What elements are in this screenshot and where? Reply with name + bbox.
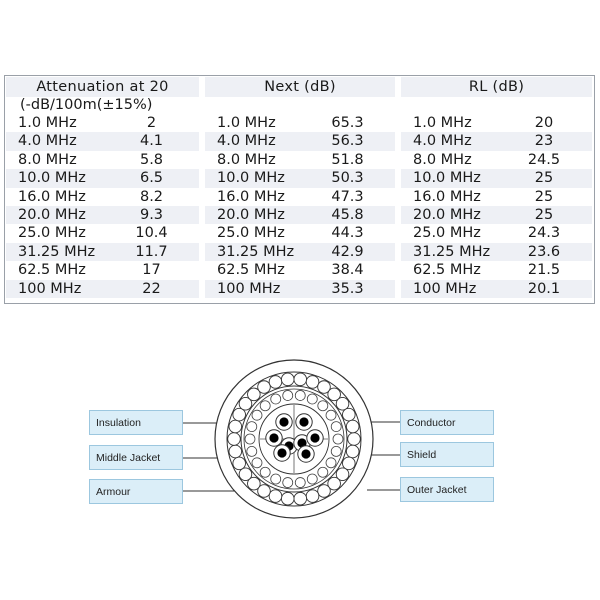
shield-strand [331, 446, 341, 456]
value-cell: 6.5 [104, 169, 202, 187]
armour-strand [343, 408, 356, 421]
value-cell: 35.3 [300, 280, 398, 298]
frequency-cell: 100 MHz [6, 280, 104, 298]
header-rl: RL (dB) [398, 77, 592, 97]
value-cell: 17 [142, 262, 161, 279]
frequency-cell: 31.25 MHz [398, 243, 496, 261]
value-cell: 11.7 [104, 243, 202, 261]
frequency-cell: 8.0 MHz [398, 151, 496, 169]
shield-strand [331, 422, 341, 432]
frequency-cell: 10.0 MHz [398, 169, 496, 187]
armour-strand [294, 373, 307, 386]
armour-strand [348, 433, 361, 446]
value-cell: 25 [534, 188, 554, 205]
conductor-core [279, 417, 288, 426]
shield-strand [283, 390, 293, 400]
frequency-cell: 20.0 MHz [202, 206, 300, 224]
frequency-cell: 62.5 MHz [18, 262, 86, 279]
label-shield: Shield [400, 442, 494, 467]
shield-strand [307, 474, 317, 484]
value-cell: 25 [496, 206, 592, 224]
value-cell: 51.8 [331, 151, 364, 168]
frequency-cell: 16.0 MHz [18, 188, 86, 205]
frequency-cell: 20.0 MHz [398, 206, 496, 224]
shield-strand [271, 474, 281, 484]
label-conductor: Conductor [400, 410, 494, 435]
value-cell: 56.3 [300, 132, 398, 150]
value-cell: 22 [104, 280, 202, 298]
armour-strand [233, 457, 246, 470]
shield-strand [318, 467, 328, 477]
frequency-cell: 8.0 MHz [18, 151, 77, 168]
armour-strand [269, 376, 282, 389]
armour-strand [318, 485, 331, 498]
value-cell: 23.6 [496, 243, 592, 261]
value-cell: 38.4 [331, 262, 364, 279]
value-cell: 42.9 [300, 243, 398, 261]
label-outer-jacket: Outer Jacket [400, 477, 494, 502]
shield-strand [252, 458, 262, 468]
conductor-core [269, 433, 278, 442]
value-cell: 65.3 [331, 115, 364, 131]
value-cell: 4.1 [104, 132, 202, 150]
shield-strand [295, 390, 305, 400]
shield-strand [252, 410, 262, 420]
frequency-cell: 1.0 MHz [202, 114, 300, 132]
header-next: Next (dB) [202, 77, 398, 97]
shield-strand [247, 446, 257, 456]
shield-strand [295, 478, 305, 488]
shield-strand [307, 394, 317, 404]
frequency-cell: 4.0 MHz [398, 132, 496, 150]
armour-strand [306, 376, 319, 389]
value-cell: 10.4 [135, 225, 168, 242]
shield-strand [260, 401, 270, 411]
frequency-cell: 1.0 MHz [398, 114, 496, 132]
shield-strand [271, 394, 281, 404]
conductor-core [301, 449, 310, 458]
shield-strand [247, 422, 257, 432]
value-cell: 20 [534, 115, 554, 131]
value-cell: 24.5 [527, 151, 561, 168]
frequency-cell: 31.25 MHz [202, 243, 300, 261]
frequency-cell: 25.0 MHz [398, 224, 496, 242]
header-attenuation: Attenuation at 20 [6, 77, 202, 97]
armour-strand [294, 492, 307, 505]
label-middle-jacket: Middle Jacket [89, 445, 183, 470]
value-cell: 20.1 [496, 280, 592, 298]
value-cell: 8.2 [139, 188, 164, 205]
armour-strand [346, 445, 359, 458]
frequency-cell: 1.0 MHz [18, 115, 77, 131]
value-cell: 50.3 [300, 169, 398, 187]
frequency-cell: 4.0 MHz [6, 132, 104, 150]
frequency-cell: 62.5 MHz [398, 261, 496, 279]
frequency-cell: 25.0 MHz [18, 225, 86, 242]
shield-strand [326, 410, 336, 420]
cable-cross-section [215, 360, 373, 518]
armour-strand [306, 490, 319, 503]
value-cell: 24.3 [527, 225, 561, 242]
frequency-cell: 4.0 MHz [202, 132, 300, 150]
armour-strand [258, 381, 271, 394]
shield-strand [326, 458, 336, 468]
shield-strand [333, 434, 343, 444]
frequency-cell: 20.0 MHz [6, 206, 104, 224]
value-cell: 25 [496, 169, 592, 187]
shield-strand [318, 401, 328, 411]
value-cell: 9.3 [104, 206, 202, 224]
value-cell: 21.5 [527, 262, 561, 279]
armour-strand [229, 445, 242, 458]
frequency-cell: 25.0 MHz [202, 224, 300, 242]
frequency-cell: 31.25 MHz [6, 243, 104, 261]
conductor-core [299, 417, 308, 426]
armour-strand [346, 420, 359, 433]
frequency-cell: 16.0 MHz [202, 188, 300, 206]
shield-strand [283, 478, 293, 488]
value-cell: 23 [496, 132, 592, 150]
conductor-core [310, 433, 319, 442]
value-cell: 45.8 [300, 206, 398, 224]
armour-strand [281, 373, 294, 386]
armour-strand [228, 433, 241, 446]
armour-strand [269, 490, 282, 503]
value-cell: 44.3 [331, 225, 364, 242]
frequency-cell: 10.0 MHz [6, 169, 104, 187]
armour-strand [229, 420, 242, 433]
frequency-cell: 62.5 MHz [202, 261, 300, 279]
armour-strand [281, 492, 294, 505]
value-cell: 2 [146, 115, 157, 131]
frequency-cell: 8.0 MHz [202, 151, 300, 169]
conductor-core [277, 448, 286, 457]
frequency-cell: 100 MHz [398, 280, 496, 298]
frequency-cell: 10.0 MHz [202, 169, 300, 187]
header-attenuation-unit: (-dB/100m(±15%) [20, 97, 153, 113]
frequency-cell: 16.0 MHz [398, 188, 496, 206]
label-insulation: Insulation [89, 410, 183, 435]
value-cell: 5.8 [139, 151, 164, 168]
label-armour: Armour [89, 479, 183, 504]
value-cell: 47.3 [331, 188, 364, 205]
frequency-cell: 100 MHz [202, 280, 300, 298]
shield-strand [245, 434, 255, 444]
shield-strand [260, 467, 270, 477]
